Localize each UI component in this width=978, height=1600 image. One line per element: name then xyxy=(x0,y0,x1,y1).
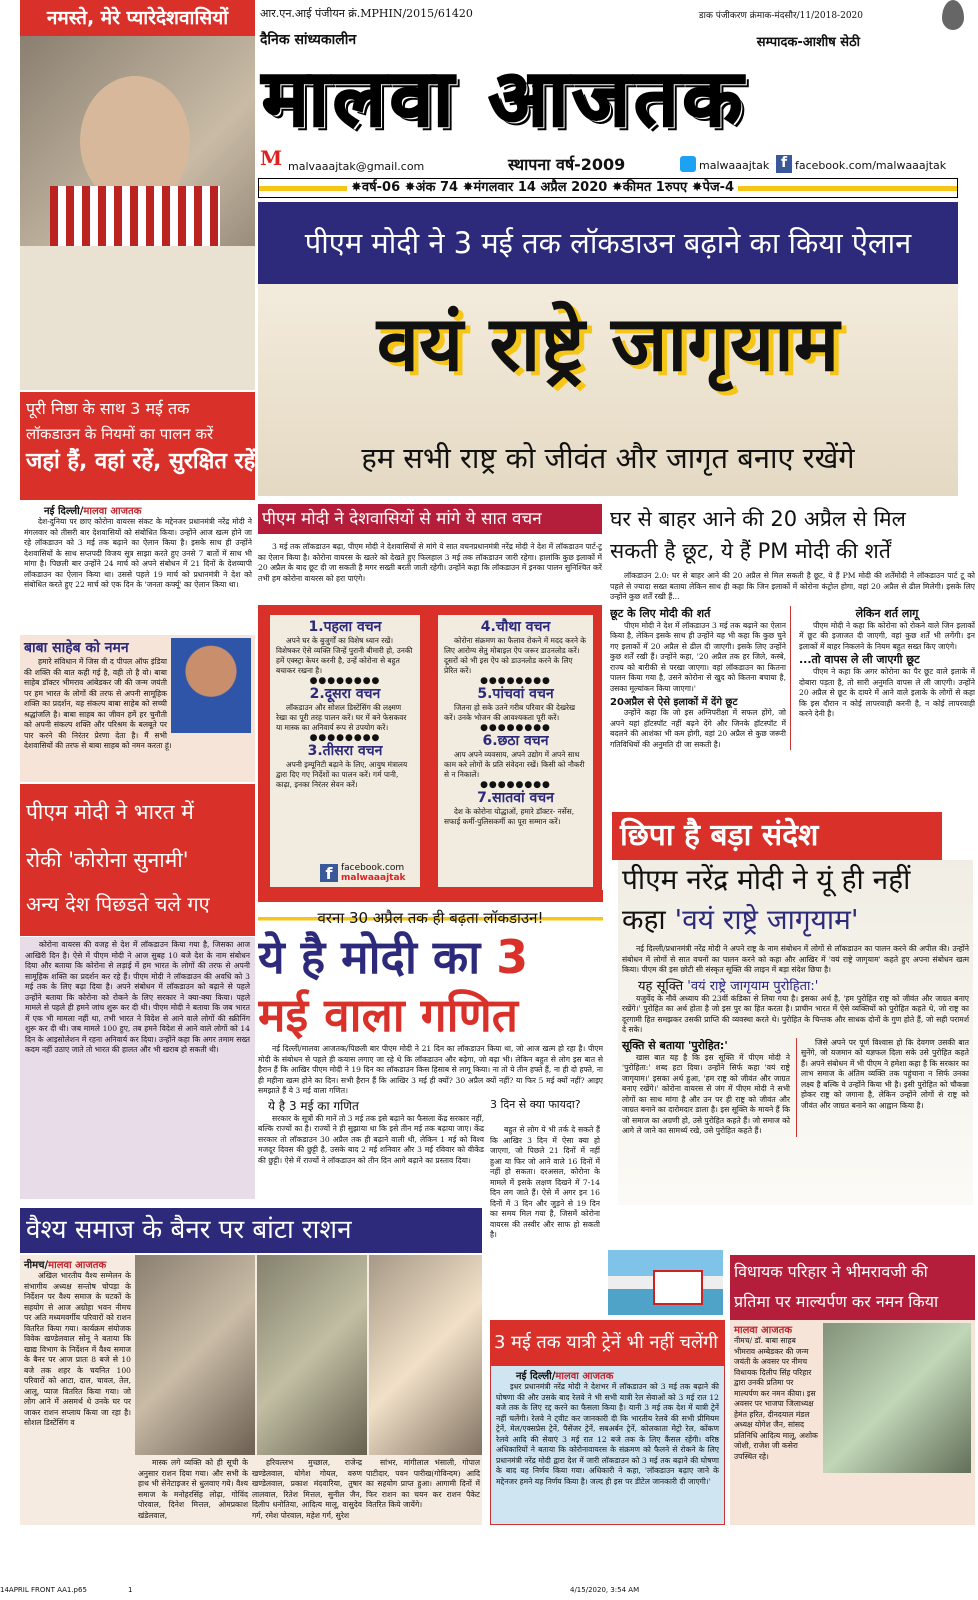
lead-article xyxy=(24,503,252,633)
ration-headline: वैश्य समाज के बैनर पर बांटा राशन xyxy=(20,1208,482,1253)
vow-text: आप अपने व्यवसाय, अपने उद्योग में अपने साथ काम करे लोगों के प्रति संवेदना रखें। किसी को नौकरी से न निकालें। xyxy=(444,750,585,779)
tsunami-article xyxy=(20,937,255,1199)
vow-text: कोरोना संक्रमण का फैलाव रोकने में मदद करने के लिए आरोग्य सेतु मोबाइल ऐप जरूर डाउनलोड करें। दूसरों को भी इस ऐप को डाउनलोड करने के लिए प्रेरित करें। xyxy=(444,636,586,675)
stay-safe-line: लॉकडाउन के नियमों का पालन करें xyxy=(26,425,214,443)
tribute-article xyxy=(730,1320,975,1525)
modi-photo xyxy=(20,36,255,390)
dateline: नीमच/मालवा आजतक xyxy=(24,1260,107,1271)
twitter-handle[interactable]: malwaaajtak xyxy=(699,159,770,172)
article-text: नई दिल्ली/मालवा आजतक/पिछली बार पीएम मोदी ने 21 दिन का लॉकडाउन किया था, जो आज खत्म हो रहा है। पीएम मोदी के संबोधन से पहले ही कयास लगाए जा रहे थे कि लॉकडाउन और बढ़ेगा, जो बढ़ा भी। लेकिन बहुत से लोग इस बात से हैरान हैं कि आखिर पीएम मोदी ने 19 दिन का लॉकडाउन किस हिसाब से लागू किया। ना तो ये तीन हफ्ते हैं, ना ही दो हफ्ते, ना ही महीना खत्म होने का दिन। सभी हैरान हैं कि आखिर 3 मई ही क्यों? 30 अप्रैल क्यों नहीं? या फिर 5 मई क्यों नहीं? आइए समझाते हैं ये 3 मई वाला गणित। xyxy=(258,1044,603,1095)
subheading: 3 दिन से क्या फायदा? xyxy=(490,1097,581,1111)
ration-photo xyxy=(135,1255,255,1455)
seven-vows-title: पीएम मोदी ने देशवासियों से मांगे ये सात वचन xyxy=(258,504,602,534)
baba-saheb-article xyxy=(20,635,255,782)
math-kicker: वरना 30 अप्रैल तक ही बढ़ता लॉकडाउन! xyxy=(258,908,603,928)
headline-line: रोकी 'कोरोना सुनामी' xyxy=(26,848,189,872)
tsunami-headline xyxy=(20,784,255,936)
article-text: खास बात यह है कि इस सूक्ति में पीएम मोदी ने 'पुरोहिता:' शब्द हटा दिया। उन्होंने सिर्फ कहा 'वयं राष्ट्रे जागृयाम।' इसका अर्थ हुआ, 'हम राष्ट्र को जीवंत और जाग्रत बनाए रखेंगे।' कोरोना वायरस से जंग में पीएम मोदी ने सभी लोगों का साथ मांगा है और उन पर ही राष्ट्र को जीवंत और जाग्रत बनाने का दारोमदार डाला है। इस सूक्ति के मायने हैं कि जो समाज का अग्रणी हो, उसे पुरोहित कहते हैं। जो समाज को आगे ले जाने का सामर्थ्य रखे, उसे पुरोहित कहते हैं। xyxy=(622,1052,790,1135)
article-text: बहुत से लोग ये भी तर्क दे सकते हैं कि आखिर 3 दिन में ऐसा क्या हो जाएगा, जो पिछले 21 दिनों में नहीं हुआ या फिर जो आने वाले 16 दिनों में नहीं हो सकता। दरअसल, कोरोना के मामले में इसके लक्षण दिखने में 7-14 दिन लग जाते हैं। ऐसे में अगर इन 16 दिनों में 3 दिन और जुड़ने से 19 दिन का समय मिल गया है, जिसमें कोरोना वायरस की तस्वीर और साफ हो सकती है। xyxy=(490,1125,600,1239)
hero-slogan-area xyxy=(258,284,958,496)
article-text: नई दिल्ली/प्रधानमंत्री नरेंद्र मोदी ने अपने राष्ट्र के नाम संबोधन में लोगों से लॉकडाउन का पालन करने की अपील की। उन्होंने संबोधन में लोगों से सात वचनों का पालन करने को कहा और आखिर में 'वयं राष्ट्रे जागृयाम' कहते हुए अपना संबोधन खत्म किया। पीएम की इस छोटी सी संस्कृत सूक्ति की लाइन में बड़ा संदेश छिपा है। xyxy=(622,944,969,974)
article-text: 3 मई तक लॉकडाउन बढ़ा, पीएम मोदी ने देशवासियों से मांगे ये सात वचनप्रधानमंत्री नरेंद्र मोदी ने देश में लॉकडाउन पार्ट-टू का ऐलान किया है। कोरोना वायरस के खतरे को देखते हुए फिलहाल 3 मई तक लॉकडाउन जारी रहेगा। हालांकि कुछ इलाकों में 20 अप्रैल के बाद छूट दी जा सकती है मगर सख्ती बरती जाती रहेगी। उन्होंने कहा कि लॉकडाउन में इनका पालन सुनिश्चित करें तभी हम कोरोना वायरस को हरा पाएंगे। xyxy=(258,542,602,583)
train-photo xyxy=(608,1250,723,1315)
subheading: यह सूक्ति 'वयं राष्ट्रे जागृयाम पुरोहिता:' xyxy=(638,978,819,994)
vow-title: 1.पहला वचन xyxy=(308,619,382,635)
facebook-icon: f xyxy=(320,864,338,882)
subheading: छूट के लिए मोदी की शर्त xyxy=(610,606,711,620)
article-text: उन्होंने कहा कि जो इस अग्निपरीक्षा में सफल होंगे, जो अपने यहां हॉटस्पॉट नहीं बढ़ने देंगे और जिनके हॉटस्पॉट में बदलने की आशंका भी कम होगी, वहां 20 अप्रैल से कुछ जरूरी गतिविधियों की अनुमति दी जा सकती है। xyxy=(610,708,786,749)
footer-page: 1 xyxy=(128,1586,133,1594)
article-text: सरकार के सूत्रों की मानें तो 3 मई तक इसे बढ़ाने का फैसला केंद्र सरकार नहीं, बल्कि राज्यों का है। राज्यों ने ही सुझाया था कि इसे तीन मई तक बढ़ाया जाए। केंद्र सरकार तो लॉकडाउन 30 अप्रैल तक ही बढ़ाने वाली थी, लेकिन 1 मई को विश्व मजदूर दिवस की छुट्टी है, उसके बाद 2 मई शनिवार और 3 मई रविवार को वीकेंड की छुट्टी। ऐसे में राज्यों ने लॉकडाउन को तीन दिन आगे बढ़ाने का प्रस्ताव दिया। xyxy=(258,1113,484,1165)
masthead xyxy=(258,0,978,200)
separator-dots: ●●●●●●●● xyxy=(309,676,381,686)
vows-box xyxy=(258,605,602,890)
hero-slogan: वयं राष्ट्रे जागृयाम xyxy=(376,299,840,388)
issue-bar xyxy=(258,178,958,198)
subheading: लेकिन शर्त लागू xyxy=(855,606,919,620)
subheading: ये है 3 मई का गणित xyxy=(268,1098,359,1113)
established-year: स्थापना वर्ष-2009 xyxy=(508,155,626,174)
ration-photo xyxy=(257,1255,367,1455)
vows-card-left xyxy=(270,615,420,887)
trains-headline: 3 मई तक यात्री ट्रेनें भी नहीं चलेंगी xyxy=(490,1320,725,1365)
article-text: मास्क लगे व्यक्ति को ही सूची के अनुसार राशन दिया गया। और सभी के हाथ भी सेनेटाइजर से धुलवाए गये। वैश्य समाज के मनोहरसिंह लोढ़ा, गोविंद पोरवाल, दिनेश मित्तल, ओमप्रकाश खंडेलवाल, xyxy=(138,1458,248,1520)
vow-title: 7.सातवां वचन xyxy=(477,790,554,806)
vow-title: 5.पांचवां वचन xyxy=(477,686,554,702)
article-text: हरिवल्लभ मुच्छाल, राजेन्द्र खण्डेलवाल, योगेश गोयल, वरुण खण्डेलवाल, प्रकाश मंदवारिया, तुषार लालवाल, रितेश मित्तल, सुनील जैन, दिलीप धनोतिया, आदित्य मालू, वासुदेव गर्ग, रमेश पोरवाल, महेश गर्ग, सुरेश xyxy=(252,1458,362,1520)
stay-safe-box xyxy=(20,392,255,500)
twitter-icon xyxy=(680,156,696,172)
greeting-banner: नमस्ते, मेरे प्यारेदेशवासियों xyxy=(20,0,255,36)
ink-drop-icon xyxy=(942,0,964,30)
trains-article xyxy=(490,1365,725,1525)
math-article-continued xyxy=(490,1125,600,1315)
hero-subline: हम सभी राष्ट्र को जीवंत और जागृत बनाए रखेंगे xyxy=(361,441,855,475)
article-text: इधर प्रधानमंत्री नरेंद्र मोदी ने देशभर में लॉकडाउन को 3 मई तक बढ़ाने की घोषणा की और उसके बाद रेलवे ने भी सभी यात्री रेल सेवाओं को 3 मई रात 12 बजे तक के लिए रद्द करने का फैसला किया है। यानी 3 मई तक देश में यात्री ट्रेनें नहीं चलेंगी। रेलवे ने ट्वीट कर जानकारी दी कि भारतीय रेलवे की सभी प्रीमियम ट्रेनें, मेल/एक्सप्रेस ट्रेनें, पैसेंजर ट्रेनें, सबअर्बन ट्रेनें, कोलकाता मेट्रो रेल, कोंकण रेलवे आदि की सेवाएं 3 मई रात 12 बजे तक के लिए कैंसल रहेंगी। वरिष्ठ अधिकारियों ने बताया कि कोरोनावायरस के संक्रमण को फैलने से रोकने के लिए प्रधानमंत्री नरेंद्र मोदी द्वारा देश में जारी लॉकडाउन को 3 मई तक बढ़ाने की घोषणा के बाद यह निर्णय किया गया। अधिकारी ने कहा, 'लॉकडाउन बढ़ाए जाने के मद्देनजर हमने यह निर्णय किया है। जल्द ही इस पर डीटेल जानकारी दी जाएगी।' xyxy=(496,1382,719,1486)
headline-line: अन्य देश पिछडते चले गए xyxy=(26,892,210,916)
article-text: सांभर, मांगीलाल भंसाली, गोपाल पाटीदार, पवन पारीख(गोविन्दम) आदि का सहयोग प्राप्त हुआ। आगामी दिनों में फिर राशन का चयन कर राशन पैकेट वितरित किये जायेंगे। xyxy=(366,1458,480,1509)
postal-registration: डाक पंजीकरण क्रंमाक-मंदसौर/11/2018-2020 xyxy=(698,11,863,21)
ambedkar-portrait xyxy=(171,638,251,733)
baba-saheb-title: बाबा साहेब को नमन xyxy=(24,640,129,656)
ration-photo xyxy=(369,1255,482,1455)
article-text: नीमच/ डॉ. बाबा साहब भीमराव अम्बेडकर की जन्म जयंती के अवसर पर नीमच विधायक दिलीप सिंह परिहार द्वारा उनकी प्रतिमा पर माल्यर्पण कर नमन कीया। इस अवसर पर भाजपा जिलाध्यक्ष हेमंत हरित, दीनदयाल मंडल अध्यक्ष योगेश जैन, सांसद प्रतिनिधि आदित्य मालू, अशोक जोशी, राजेश जी कसेरा उपस्थित रहे। xyxy=(734,1336,818,1461)
gmail-icon: M xyxy=(260,146,283,170)
article-text: पीएम मोदी ने देश में लॉकडाउन 3 मई तक बढ़ाने का ऐलान किया है, लेकिन इसके साथ ही उन्होंने यह भी कहा कि कुछ चुने गए इलाकों में 20 अप्रैल से ढील दी जाएगी। इसके लिए उन्होंने कुछ शर्तें रखी हैं। उन्होंने कहा, '20 अप्रैल तक हर जिले, कस्बे, राज्य को बारीकी से परखा जाएगा। वहां लॉकडाउन का कितना पालन किया गया है, उसने कोरोना से खुद को कितना बचाया है, उसका मूल्यांकन किया जाएगा।' xyxy=(610,620,786,693)
vow-title: 6.छठा वचन xyxy=(482,733,549,749)
math-title: मई वाला गणित xyxy=(258,988,519,1042)
subheading: सूक्ति से बताया 'पुरोहित:' xyxy=(622,1038,728,1052)
relief-title: घर से बाहर आने की 20 अप्रैल से मिल xyxy=(610,507,906,531)
headline-line: पीएम मोदी ने भारत में xyxy=(26,800,194,824)
message-title: कहा 'वयं राष्ट्रे जागृयाम' xyxy=(622,903,859,936)
hidden-message-banner: छिपा है बड़ा संदेश xyxy=(612,812,942,860)
article-text: अखिल भारतीय वैश्य सम्मेलन के संभागीय अध्यक्ष सन्तोष चोपड़ा के निर्देशन पर वैश्य समाज के घटकों के सहयोग से आज अग्रोहा भवन नीमच पर अति मध्यमवर्गीय परिवारों को राशन वितरित किया गया। कार्यक्रम संयोजक विवेक खण्डेलवाल सोनू ने बताया कि खाद्य विभाग के निर्देशन में वैश्य समाज के बैनर पर आज प्रातः 8 बजे से 10 बजे तक शहर के चयनित 100 परिवारों को आटा, दाल, चावल, तेल, आलू, प्याज वितरित किया गया। जो लोग आने में असमर्थ थे उनके घर पर जाकर राशन सप्लाय किया जा रहा है। सोशल डिस्टेंसिंग व xyxy=(24,1271,131,1427)
vow-title: 3.तीसरा वचन xyxy=(307,743,383,759)
stay-safe-line: पूरी निष्ठा के साथ 3 मई तक xyxy=(26,399,190,418)
article-text: पीएम ने कहा कि अगर कोरोना का पैर छूट वाले इलाके में दोबारा पड़ता है, तो सारी अनुमति वापस ले ली जाएगी। उन्होंने 20 अप्रैल से छूट के दायरे में आने वाले इलाके के लोगों से कहा कि इस दौरान न कोई लापरवाही करनी है, न कोई लापरवाही करने देनी है। xyxy=(799,667,975,718)
vow-text: जितना हो सके उतने गरीब परिवार की देखरेख करें। उनके भोजन की आवश्यकता पूरी करें। xyxy=(444,703,576,722)
facebook-promo: f facebook.com malwaaajtak xyxy=(320,863,406,883)
vow-text: अपनी इम्यूनिटी बढ़ाने के लिए, आयुष मंत्रालय द्वारा दिए गए निर्देशों का पालन करें। गर्म पानी, काढ़ा, इनका निरंतर सेवन करें। xyxy=(276,760,408,789)
email-link[interactable]: malvaaajtak@gmail.com xyxy=(288,160,425,173)
separator-dots: ●●●●●●●● xyxy=(480,676,551,686)
article-text: कोरोना वायरस की वजह से देश में लॉकडाउन किया गया है, जिसका आज आखिरी दिन है। ऐसे में पीएम मोदी ने आज सुबह 10 बजे देश के नाम संबोधन दिया और बताया कि कोरोना से लड़ाई में हम भारत के लोगों की तरफ से अपनी सामूहिक शक्ति का प्रदर्शन कर रहे हैं। पीएम मोदी ने लॉकडाउन की अवधि को 3 मई तक के लिए बढ़ा दिया है। अपने संबोधन में लॉकडाउन को बढ़ाने से पहले उन्होंने बताया कि कोरोना को रोकने के लिए सरकार ने क्या-क्या किया। पहले मामले से पहले ही हमने जांच शुरू कर दी थी। पीएम मोदी ने बताया कि जब भारत में एक भी मामला नहीं था, तभी भारत ने विदेश से आने वाले लोगों की स्क्रीनिंग शुरू कर दी थी। जब मामले 100 हुए, तब हमने विदेश से आने वाले लोगों को 14 दिन के आइसोलेशन में रहना अनिवार्य कर दिया। उन्होंने कहा कि अगर तमाम सख्त कदम नहीं उठाए जाते तो भारत की हालत और भी खराब हो सकती थी। xyxy=(25,940,250,1054)
subheading: ...तो वापस ले ली जाएगी छूट xyxy=(799,653,920,666)
facebook-icon: f xyxy=(776,155,792,173)
dateline: मालवा आजतक xyxy=(734,1325,793,1336)
vow-text: लॉकडाउन और सोशल डिस्टेंसिंग की लक्ष्मण रेखा का पूरी तरह पालन करें। घर में बने फेसकवर या मास्क का अनिवार्य रूप से उपयोग करें। xyxy=(276,703,407,732)
tribute-headline xyxy=(730,1255,975,1320)
math-title: ये है मोदी का 3 xyxy=(258,930,529,984)
relief-title: सकती है छूट, ये हैं PM मोदी की शर्तें xyxy=(610,539,891,563)
article-text: हमारे संविधान में जिस वी द पीपल ऑफ इंडिया की शक्ति की बात कही गई है, वही तो है वो। बाबा साहेब डॉक्टर भीमराव आंबेडकर जी की जन्म जयंती पर हम भारत के लोगों की तरफ से अपनी सामूहिक शक्ति का प्रदर्शन, यह संकल्प बाबा साहेब को सच्ची श्रद्धांजलि है। बाबा साहब का जीवन हमें हर चुनौती को अपनी संकल्प शक्ति और परिश्रम के बलबूते पर पार करने की निरंतर प्रेरणा देता है। मैं सभी देशवासियों की तरफ से बाबा साहब को नमन करता हूं। xyxy=(24,657,172,750)
editor-name: सम्पादक-आशीष सेठी xyxy=(756,35,860,50)
subheading: 20अप्रैल से ऐसे इलाकों में देंगे छूट xyxy=(610,697,738,708)
separator-dots: ●●●●●●●● xyxy=(480,723,551,733)
footer-filename: 14APRIL FRONT AA1.p65 xyxy=(0,1586,87,1594)
headline-line: प्रतिमा पर माल्यर्पण कर नमन किया xyxy=(734,1292,939,1311)
footer-timestamp: 4/15/2020, 3:54 AM xyxy=(570,1586,640,1594)
seven-vows-section xyxy=(258,500,602,890)
relief-article xyxy=(610,503,975,803)
vow-text: देश के कोरोना योद्धाओं, हमारे डॉक्टर- नर्सेस, सफाई कर्मी-पुलिसकर्मी का पूरा सम्मान करें। xyxy=(444,807,575,826)
newspaper-title: मालवा आजतक xyxy=(262,54,747,144)
main-headline: पीएम मोदी ने 3 मई तक लॉकडाउन बढ़ाने का किया ऐलान xyxy=(258,202,958,284)
vow-title: 4.चौथा वचन xyxy=(480,619,551,635)
registration-number: आर.एन.आई पंजीयन क्रं.MPHIN/2015/61420 xyxy=(260,7,473,20)
facebook-link[interactable]: facebook.com/malwaaajtak xyxy=(795,159,947,172)
message-title: पीएम नरेंद्र मोदी ने यूं ही नहीं xyxy=(622,863,911,896)
ration-article xyxy=(20,1255,482,1525)
vow-text: अपने घर के बुजुर्गों का विशेष ध्यान रखें। विशेषकर ऐसे व्यक्ति जिन्हें पुरानी बीमारी हो, उनकी हमें एक्स्ट्रा केयर करनी है, उन्हें कोरोना से बहुत बचाकर रखना है। xyxy=(276,636,413,675)
issue-details: ✸वर्ष-06 ✸अंक 74 ✸मंगलवार 14 अप्रैल 2020 ✸कीमत 1रुपए ✸पेज-4 xyxy=(347,179,738,197)
article-text: पीएम मोदी ने कहा कि कोरोना को रोकने वाले जिन इलाकों में छूट की इजाजत दी जाएगी, वहां कुछ शर्तें भी लगेंगी। इन इलाकों में बाहर निकलने के नियम बहुत सख्त किए जाएंगे। xyxy=(799,620,975,651)
tribute-photo xyxy=(823,1323,971,1473)
vow-title: 2.दूसरा वचन xyxy=(309,686,381,702)
separator-dots: ●●●●●●●● xyxy=(480,780,551,790)
dateline: नई दिल्ली/मालवा आजतक xyxy=(516,1371,614,1382)
separator-dots: ●●●●●●●● xyxy=(309,733,381,743)
article-text: लॉकडाउन 2.0: घर से बाहर आने की 20 अप्रैल से मिल सकती है छूट, ये हैं PM मोदी की शर्तेंमोदी ने लॉकडाउन पार्ट टू को पहले से ज्यादा सख्त बताया लेकिन साथ ही कहा कि जिन इलाकों में कोरोना कंट्रोल होगा, वहां 20 अप्रैल से ढील मिलेगी। इसके लिए उन्होंने कुछ शर्तें रखी हैं... xyxy=(610,571,975,601)
edition-type: दैनिक सांध्यकालीन xyxy=(260,32,357,48)
message-article xyxy=(618,860,973,1205)
stay-safe-line: जहां हैं, वहां रहें, सुरक्षित रहें xyxy=(26,449,255,474)
headline-line: विधायक परिहार ने भीमरावजी की xyxy=(734,1262,928,1281)
article-text: यजुर्वेद के नौवें अध्याय की 23वीं कंडिका से लिया गया है। इसका अर्थ है, 'हम पुरोहित राष्ट्र को जीवंत और जाग्रत बनाए रखेंगे।' पुरोहित का अर्थ होता है जो इस पुर का हित करता है। प्राचीन भारत में ऐसे व्यक्तियों को पुरोहित कहते थे, जो राष्ट्र का दूरगामी हित समझकर उसकी प्राप्ति की व्यवस्था करते थे। पुरोहित के चिन्तक और साधक दोनों के गुण होते हैं, जो सही परामर्श दे सके। xyxy=(622,993,969,1034)
article-text: जिसे अपने पर पूर्ण विश्वास हो कि देवगण उसकी बात सुनेंगे, जो यजमान को यज्ञफल दिला सके उसे पुरोहित कहते हैं। अपने संबोधन में भी पीएम ने हमेशा कहा है कि सरकार का लाभ समाज के अंतिम व्यक्ति तक पहुंचाना न सिर्फ उनका लक्ष्य है बल्कि ये उन्होंने किया भी है। इसी पुरोहित को चौकन्ना होकर राष्ट्र को जगाना है, लेकिन उन्होंने लोगों से राष्ट्र को जीवंत और जाग्रत बनाने का आह्वान किया है। xyxy=(801,1037,969,1110)
dateline: नई दिल्ली/मालवा आजतक xyxy=(44,506,142,517)
article-text: देश-दुनिया पर छाए कोरोना वायरस संकट के मद्देनजर प्रधानमंत्री नरेंद्र मोदी ने मंगलवार को तीसरी बार देशवासियों को संबोधित किया। उन्होंने आज खत्म होने जा रहे लॉकडाउन को 3 मई तक बढ़ाने का ऐलान किया है। इसके साथ ही उन्होंने देशवासियों के साथ सप्तपदी विजय सूत्र साझा करते हुए उनसे 7 बातों में साथ भी मांगा है। पिछली बार उन्होंने 24 मार्च को अपने संबोधन में 21 दिनों के देशव्यापी लॉकडाउन का ऐलान किया था। उससे पहले 19 मार्च को प्रधानमंत्री ने देश को संबोधित करते हुए 22 मार्च को एक दिन के 'जनता कर्फ्यू' का ऐलान किया था। xyxy=(24,517,252,589)
vows-card-right xyxy=(438,615,593,887)
